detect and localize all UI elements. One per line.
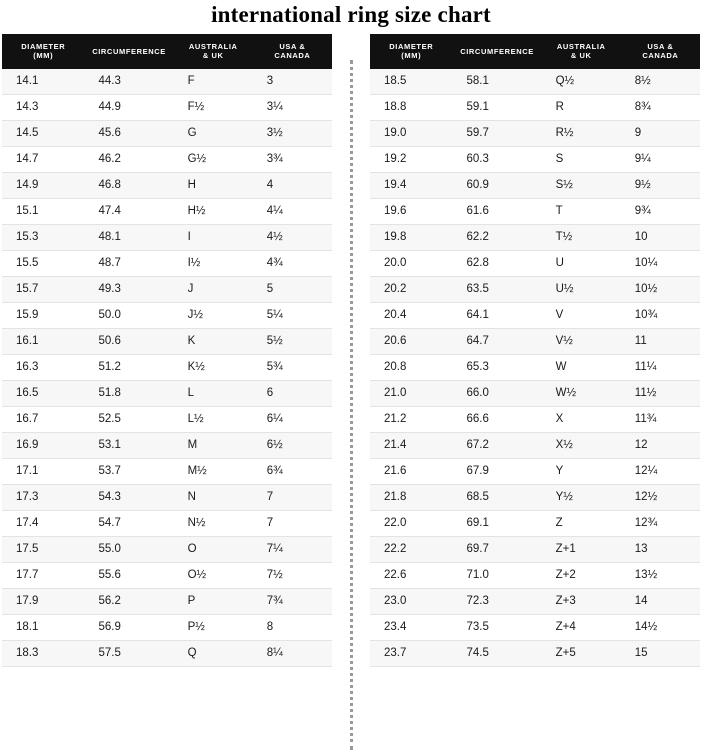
cell-usa-canada: 5½ xyxy=(253,328,332,354)
cell-australia-uk: Y½ xyxy=(542,484,621,510)
cell-circumference: 46.8 xyxy=(85,172,174,198)
cell-australia-uk: Y xyxy=(542,458,621,484)
cell-australia-uk: Z xyxy=(542,510,621,536)
cell-diameter: 23.7 xyxy=(370,640,453,666)
table-row xyxy=(370,328,700,354)
cell-australia-uk: T xyxy=(542,198,621,224)
cell-australia-uk: L xyxy=(174,380,253,406)
cell-circumference: 51.8 xyxy=(85,380,174,406)
cell-australia-uk: Z+2 xyxy=(542,562,621,588)
cell-usa-canada: 8½ xyxy=(621,69,700,95)
cell-diameter: 16.3 xyxy=(2,354,85,380)
cell-diameter: 19.2 xyxy=(370,146,453,172)
table-row xyxy=(370,94,700,120)
cell-diameter: 23.4 xyxy=(370,614,453,640)
cell-usa-canada: 9½ xyxy=(621,172,700,198)
cell-australia-uk: J½ xyxy=(174,302,253,328)
cell-circumference: 54.3 xyxy=(85,484,174,510)
cell-circumference: 58.1 xyxy=(453,69,542,95)
cell-diameter: 23.0 xyxy=(370,588,453,614)
cell-diameter: 15.7 xyxy=(2,276,85,302)
cell-diameter: 17.9 xyxy=(2,588,85,614)
cell-diameter: 20.6 xyxy=(370,328,453,354)
cell-diameter: 21.8 xyxy=(370,484,453,510)
cell-usa-canada: 4½ xyxy=(253,224,332,250)
cell-usa-canada: 10¾ xyxy=(621,302,700,328)
column-header-circumference-line1: CIRCUMFERENCE xyxy=(92,46,166,56)
cell-australia-uk: K xyxy=(174,328,253,354)
cell-usa-canada: 14½ xyxy=(621,614,700,640)
cell-australia-uk: F xyxy=(174,69,253,95)
cell-diameter: 17.3 xyxy=(2,484,85,510)
cell-australia-uk: O xyxy=(174,536,253,562)
cell-australia-uk: V½ xyxy=(542,328,621,354)
cell-circumference: 74.5 xyxy=(453,640,542,666)
cell-diameter: 21.4 xyxy=(370,432,453,458)
cell-diameter: 22.2 xyxy=(370,536,453,562)
table-row xyxy=(370,224,700,250)
left-table-header xyxy=(2,34,332,69)
cell-circumference: 56.2 xyxy=(85,588,174,614)
cell-usa-canada: 4¾ xyxy=(253,250,332,276)
table-row xyxy=(370,432,700,458)
cell-australia-uk: U xyxy=(542,250,621,276)
column-header-circumference-line1: CIRCUMFERENCE xyxy=(460,46,534,56)
cell-usa-canada: 6¼ xyxy=(253,406,332,432)
cell-australia-uk: Q½ xyxy=(542,69,621,95)
header-row xyxy=(370,34,700,69)
cell-circumference: 48.7 xyxy=(85,250,174,276)
cell-circumference: 68.5 xyxy=(453,484,542,510)
table-row xyxy=(370,172,700,198)
left-size-table xyxy=(2,34,332,667)
column-header-usa-canada-line2: CANADA xyxy=(274,51,311,61)
cell-australia-uk: K½ xyxy=(174,354,253,380)
column-header-usa-canada-line1: USA & xyxy=(647,42,674,51)
cell-circumference: 51.2 xyxy=(85,354,174,380)
cell-circumference: 69.7 xyxy=(453,536,542,562)
table-row xyxy=(370,562,700,588)
cell-australia-uk: Z+1 xyxy=(542,536,621,562)
column-header-diameter-line2: (MM) xyxy=(33,51,54,61)
cell-circumference: 66.0 xyxy=(453,380,542,406)
column-header-australia-uk-line2: & UK xyxy=(202,51,224,61)
page-title: international ring size chart xyxy=(211,2,491,27)
cell-circumference: 65.3 xyxy=(453,354,542,380)
table-row xyxy=(370,536,700,562)
cell-circumference: 45.6 xyxy=(85,120,174,146)
table-row xyxy=(370,276,700,302)
cell-australia-uk: J xyxy=(174,276,253,302)
right-table-body xyxy=(370,69,700,667)
cell-circumference: 52.5 xyxy=(85,406,174,432)
header-row xyxy=(2,34,332,69)
cell-diameter: 18.1 xyxy=(2,614,85,640)
cell-diameter: 22.0 xyxy=(370,510,453,536)
cell-australia-uk: U½ xyxy=(542,276,621,302)
table-row xyxy=(2,354,332,380)
table-row xyxy=(370,614,700,640)
cell-circumference: 62.8 xyxy=(453,250,542,276)
cell-usa-canada: 12¾ xyxy=(621,510,700,536)
cell-australia-uk: I½ xyxy=(174,250,253,276)
cell-diameter: 20.8 xyxy=(370,354,453,380)
table-row xyxy=(2,328,332,354)
cell-australia-uk: M xyxy=(174,432,253,458)
table-row xyxy=(370,146,700,172)
cell-circumference: 59.1 xyxy=(453,94,542,120)
cell-australia-uk: Z+3 xyxy=(542,588,621,614)
cell-diameter: 21.0 xyxy=(370,380,453,406)
cell-circumference: 64.1 xyxy=(453,302,542,328)
cell-circumference: 73.5 xyxy=(453,614,542,640)
column-header-diameter xyxy=(2,34,85,69)
cell-australia-uk: M½ xyxy=(174,458,253,484)
cell-diameter: 16.1 xyxy=(2,328,85,354)
cell-australia-uk: H½ xyxy=(174,198,253,224)
table-row xyxy=(370,69,700,95)
table-row xyxy=(370,120,700,146)
column-header-usa-canada-line1: USA & xyxy=(279,42,306,51)
cell-australia-uk: Q xyxy=(174,640,253,666)
cell-australia-uk: R xyxy=(542,94,621,120)
cell-australia-uk: W½ xyxy=(542,380,621,406)
cell-usa-canada: 9 xyxy=(621,120,700,146)
cell-australia-uk: Z+5 xyxy=(542,640,621,666)
cell-diameter: 14.1 xyxy=(2,69,85,95)
cell-australia-uk: T½ xyxy=(542,224,621,250)
cell-circumference: 53.7 xyxy=(85,458,174,484)
cell-circumference: 53.1 xyxy=(85,432,174,458)
cell-circumference: 49.3 xyxy=(85,276,174,302)
cell-usa-canada: 11¾ xyxy=(621,406,700,432)
cell-usa-canada: 12½ xyxy=(621,484,700,510)
cell-australia-uk: L½ xyxy=(174,406,253,432)
cell-circumference: 54.7 xyxy=(85,510,174,536)
table-row xyxy=(2,484,332,510)
cell-circumference: 47.4 xyxy=(85,198,174,224)
table-row xyxy=(2,536,332,562)
cell-australia-uk: R½ xyxy=(542,120,621,146)
table-row xyxy=(370,198,700,224)
cell-usa-canada: 5 xyxy=(253,276,332,302)
cell-diameter: 20.0 xyxy=(370,250,453,276)
cell-usa-canada: 7½ xyxy=(253,562,332,588)
cell-australia-uk: X xyxy=(542,406,621,432)
cell-australia-uk: N xyxy=(174,484,253,510)
cell-circumference: 67.9 xyxy=(453,458,542,484)
table-row xyxy=(370,354,700,380)
cell-diameter: 15.3 xyxy=(2,224,85,250)
table-row xyxy=(2,172,332,198)
cell-usa-canada: 10½ xyxy=(621,276,700,302)
cell-diameter: 15.5 xyxy=(2,250,85,276)
cell-diameter: 19.8 xyxy=(370,224,453,250)
table-row xyxy=(2,302,332,328)
cell-australia-uk: N½ xyxy=(174,510,253,536)
cell-australia-uk: S xyxy=(542,146,621,172)
cell-usa-canada: 3½ xyxy=(253,120,332,146)
cell-usa-canada: 11½ xyxy=(621,380,700,406)
cell-circumference: 64.7 xyxy=(453,328,542,354)
cell-circumference: 56.9 xyxy=(85,614,174,640)
column-header-usa-canada xyxy=(621,34,700,69)
cell-usa-canada: 13½ xyxy=(621,562,700,588)
table-row xyxy=(2,588,332,614)
table-row xyxy=(370,302,700,328)
cell-australia-uk: O½ xyxy=(174,562,253,588)
column-header-australia-uk xyxy=(174,34,253,69)
cell-usa-canada: 7¼ xyxy=(253,536,332,562)
table-row xyxy=(2,432,332,458)
cell-diameter: 21.2 xyxy=(370,406,453,432)
cell-circumference: 71.0 xyxy=(453,562,542,588)
cell-diameter: 17.1 xyxy=(2,458,85,484)
cell-usa-canada: 5¼ xyxy=(253,302,332,328)
vertical-dotted-divider xyxy=(345,34,357,750)
column-header-circumference xyxy=(85,34,174,69)
cell-australia-uk: F½ xyxy=(174,94,253,120)
cell-usa-canada: 10 xyxy=(621,224,700,250)
cell-circumference: 62.2 xyxy=(453,224,542,250)
table-row xyxy=(2,458,332,484)
cell-usa-canada: 10¼ xyxy=(621,250,700,276)
cell-usa-canada: 8¼ xyxy=(253,640,332,666)
column-header-australia-uk xyxy=(542,34,621,69)
table-row xyxy=(2,640,332,666)
column-header-usa-canada-line2: CANADA xyxy=(642,51,679,61)
table-row xyxy=(2,562,332,588)
cell-diameter: 17.4 xyxy=(2,510,85,536)
cell-diameter: 17.7 xyxy=(2,562,85,588)
column-header-australia-uk-line1: AUSTRALIA xyxy=(188,42,238,51)
cell-diameter: 22.6 xyxy=(370,562,453,588)
column-header-circumference xyxy=(453,34,542,69)
table-row xyxy=(2,614,332,640)
cell-usa-canada: 7¾ xyxy=(253,588,332,614)
cell-diameter: 18.3 xyxy=(2,640,85,666)
table-row xyxy=(2,276,332,302)
dotted-line xyxy=(350,60,353,750)
cell-circumference: 57.5 xyxy=(85,640,174,666)
cell-australia-uk: W xyxy=(542,354,621,380)
cell-diameter: 19.4 xyxy=(370,172,453,198)
column-header-usa-canada xyxy=(253,34,332,69)
table-row xyxy=(370,484,700,510)
table-row xyxy=(2,224,332,250)
cell-circumference: 67.2 xyxy=(453,432,542,458)
left-table-body xyxy=(2,69,332,667)
cell-usa-canada: 5¾ xyxy=(253,354,332,380)
tables-container xyxy=(0,34,702,750)
cell-circumference: 48.1 xyxy=(85,224,174,250)
table-row xyxy=(370,250,700,276)
cell-usa-canada: 6 xyxy=(253,380,332,406)
cell-circumference: 66.6 xyxy=(453,406,542,432)
table-row xyxy=(2,250,332,276)
cell-usa-canada: 9¼ xyxy=(621,146,700,172)
cell-diameter: 18.8 xyxy=(370,94,453,120)
cell-usa-canada: 9¾ xyxy=(621,198,700,224)
cell-australia-uk: P xyxy=(174,588,253,614)
cell-diameter: 14.3 xyxy=(2,94,85,120)
table-row xyxy=(370,380,700,406)
column-header-diameter-line1: DIAMETER xyxy=(21,42,66,51)
cell-diameter: 17.5 xyxy=(2,536,85,562)
table-row xyxy=(2,406,332,432)
cell-australia-uk: G½ xyxy=(174,146,253,172)
cell-usa-canada: 12¼ xyxy=(621,458,700,484)
table-row xyxy=(2,94,332,120)
table-row xyxy=(2,510,332,536)
column-header-diameter xyxy=(370,34,453,69)
right-size-table xyxy=(370,34,700,667)
cell-circumference: 55.6 xyxy=(85,562,174,588)
cell-circumference: 59.7 xyxy=(453,120,542,146)
table-row xyxy=(2,69,332,95)
cell-usa-canada: 15 xyxy=(621,640,700,666)
table-row xyxy=(2,380,332,406)
cell-diameter: 18.5 xyxy=(370,69,453,95)
cell-diameter: 19.0 xyxy=(370,120,453,146)
cell-australia-uk: S½ xyxy=(542,172,621,198)
table-row xyxy=(2,146,332,172)
cell-usa-canada: 4 xyxy=(253,172,332,198)
cell-circumference: 63.5 xyxy=(453,276,542,302)
cell-usa-canada: 8 xyxy=(253,614,332,640)
cell-usa-canada: 3¾ xyxy=(253,146,332,172)
cell-usa-canada: 6½ xyxy=(253,432,332,458)
cell-usa-canada: 3 xyxy=(253,69,332,95)
left-table-wrap xyxy=(2,34,332,667)
cell-diameter: 16.9 xyxy=(2,432,85,458)
table-row xyxy=(370,406,700,432)
table-row xyxy=(370,640,700,666)
column-header-diameter-line2: (MM) xyxy=(401,51,422,61)
column-header-australia-uk-line1: AUSTRALIA xyxy=(556,42,606,51)
cell-circumference: 46.2 xyxy=(85,146,174,172)
cell-circumference: 44.3 xyxy=(85,69,174,95)
cell-circumference: 50.6 xyxy=(85,328,174,354)
cell-circumference: 55.0 xyxy=(85,536,174,562)
cell-circumference: 44.9 xyxy=(85,94,174,120)
cell-usa-canada: 3¼ xyxy=(253,94,332,120)
cell-australia-uk: H xyxy=(174,172,253,198)
cell-usa-canada: 7 xyxy=(253,510,332,536)
table-row xyxy=(370,458,700,484)
cell-usa-canada: 13 xyxy=(621,536,700,562)
cell-usa-canada: 6¾ xyxy=(253,458,332,484)
table-row xyxy=(370,510,700,536)
cell-australia-uk: X½ xyxy=(542,432,621,458)
cell-circumference: 60.3 xyxy=(453,146,542,172)
table-row xyxy=(370,588,700,614)
cell-circumference: 72.3 xyxy=(453,588,542,614)
cell-circumference: 69.1 xyxy=(453,510,542,536)
right-table-wrap xyxy=(370,34,700,667)
table-row xyxy=(2,120,332,146)
cell-diameter: 14.9 xyxy=(2,172,85,198)
cell-usa-canada: 12 xyxy=(621,432,700,458)
column-header-diameter-line1: DIAMETER xyxy=(389,42,434,51)
right-table-header xyxy=(370,34,700,69)
cell-australia-uk: G xyxy=(174,120,253,146)
cell-usa-canada: 8¾ xyxy=(621,94,700,120)
cell-diameter: 15.1 xyxy=(2,198,85,224)
cell-diameter: 19.6 xyxy=(370,198,453,224)
column-header-australia-uk-line2: & UK xyxy=(570,51,592,61)
cell-australia-uk: P½ xyxy=(174,614,253,640)
cell-diameter: 16.5 xyxy=(2,380,85,406)
cell-usa-canada: 14 xyxy=(621,588,700,614)
cell-diameter: 21.6 xyxy=(370,458,453,484)
cell-australia-uk: Z+4 xyxy=(542,614,621,640)
cell-circumference: 50.0 xyxy=(85,302,174,328)
cell-usa-canada: 11¼ xyxy=(621,354,700,380)
cell-circumference: 60.9 xyxy=(453,172,542,198)
cell-diameter: 14.5 xyxy=(2,120,85,146)
cell-diameter: 14.7 xyxy=(2,146,85,172)
cell-diameter: 20.2 xyxy=(370,276,453,302)
cell-diameter: 15.9 xyxy=(2,302,85,328)
cell-australia-uk: V xyxy=(542,302,621,328)
cell-usa-canada: 7 xyxy=(253,484,332,510)
cell-diameter: 20.4 xyxy=(370,302,453,328)
cell-circumference: 61.6 xyxy=(453,198,542,224)
table-row xyxy=(2,198,332,224)
cell-diameter: 16.7 xyxy=(2,406,85,432)
cell-australia-uk: I xyxy=(174,224,253,250)
cell-usa-canada: 11 xyxy=(621,328,700,354)
cell-usa-canada: 4¼ xyxy=(253,198,332,224)
